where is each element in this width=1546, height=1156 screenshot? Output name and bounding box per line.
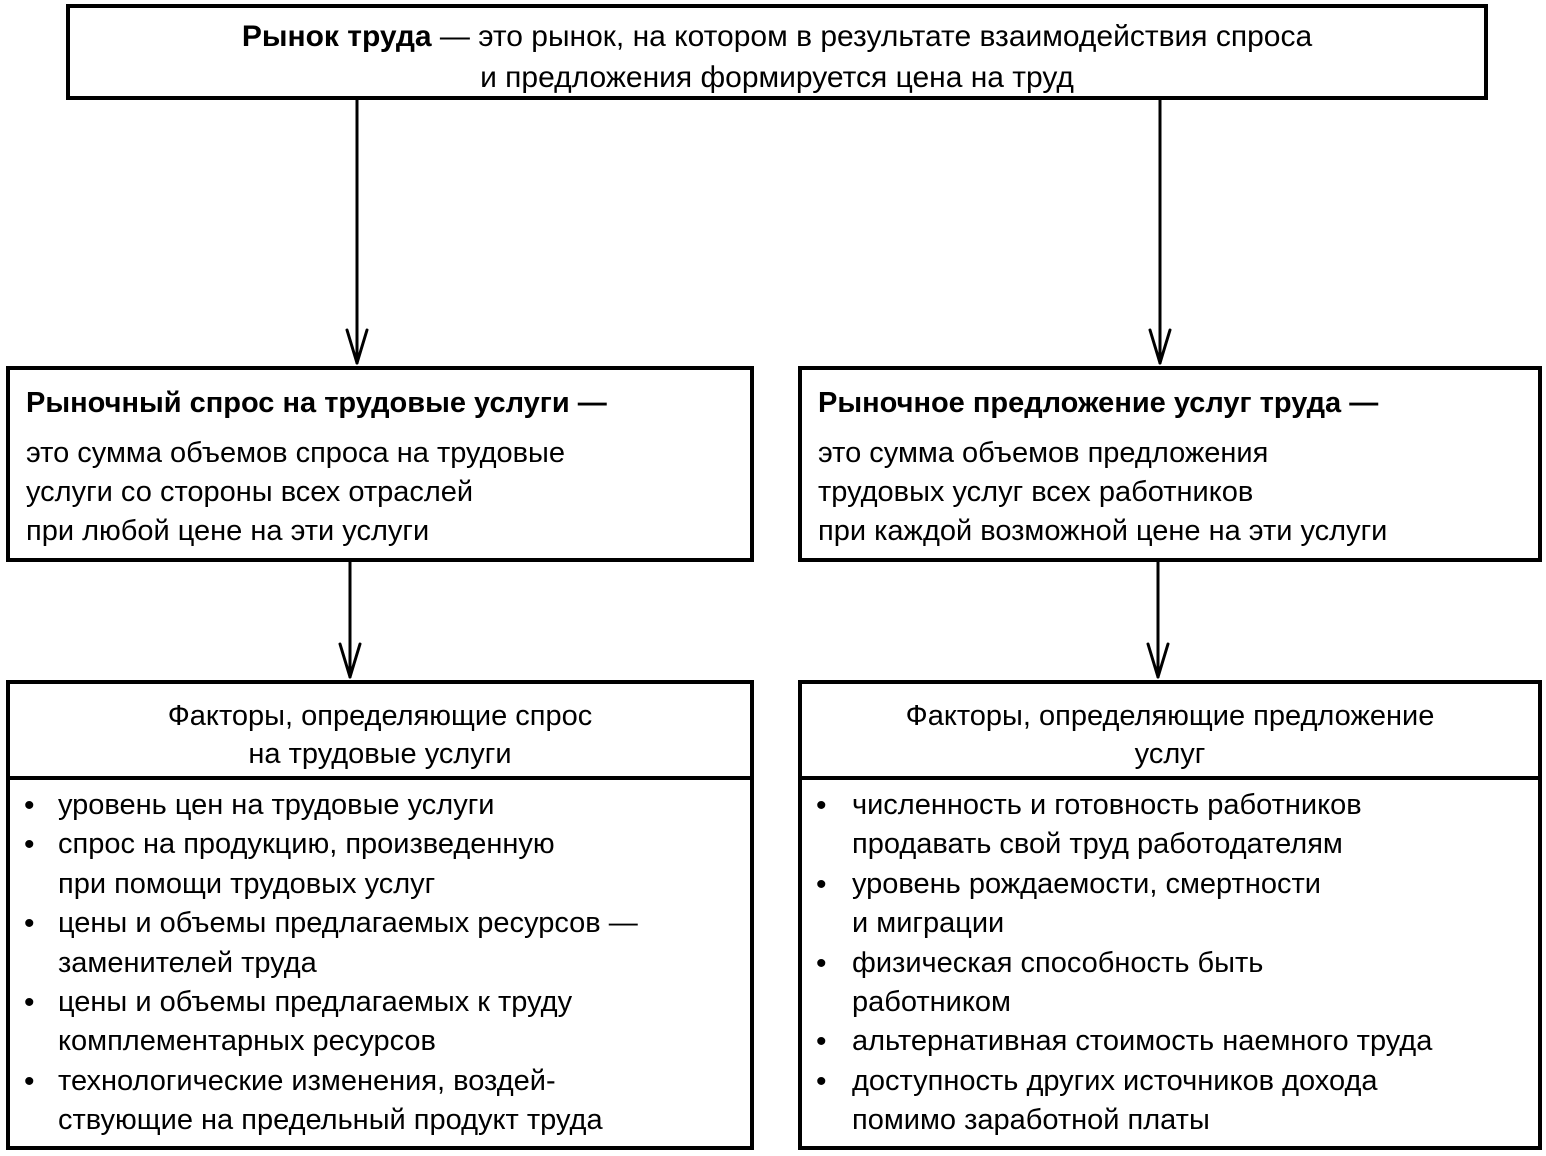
list-item bbox=[802, 1022, 1538, 1061]
demand-line: услуги со стороны всех отраслей bbox=[26, 476, 474, 508]
list-item-line: помимо заработной платы bbox=[852, 1104, 1210, 1137]
list-item-line: • физическая способность быть bbox=[852, 946, 1264, 979]
demand-factors-header-line: Факторы, определяющие спрос bbox=[167, 700, 593, 732]
supply-line: это сумма объемов предложения bbox=[818, 437, 1269, 469]
list-item-line: • численность и готовность работников bbox=[852, 789, 1362, 821]
list-item-line: комплементарных ресурсов bbox=[58, 1025, 436, 1058]
list-item bbox=[802, 865, 1538, 944]
demand-title: Рыночный спрос на трудовые услуги — bbox=[26, 387, 607, 419]
list-item-line: • уровень цен на трудовые услуги bbox=[58, 789, 495, 821]
demand-factors-list bbox=[10, 780, 750, 1141]
supply-definition-box bbox=[798, 366, 1542, 562]
list-item-line: и миграции bbox=[852, 907, 1005, 940]
demand-line: это сумма объемов спроса на трудовые bbox=[26, 437, 565, 469]
list-item bbox=[10, 904, 750, 983]
list-item-line: • доступность других источников дохода bbox=[852, 1064, 1378, 1097]
list-item-line: ствующие на предельный продукт труда bbox=[58, 1104, 603, 1137]
list-item-line: • цены и объемы предлагаемых к труду bbox=[58, 986, 573, 1019]
supply-factors-list bbox=[802, 780, 1538, 1141]
demand-factors-box bbox=[6, 680, 754, 1150]
demand-line: при любой цене на эти услуги bbox=[26, 515, 430, 547]
list-item-line: • альтернативная стоимость наемного труда bbox=[852, 1025, 1433, 1058]
supply-factors-header-line: Факторы, определяющие предложение bbox=[905, 700, 1435, 732]
demand-factors-header-line: на трудовые услуги bbox=[248, 738, 512, 770]
list-item bbox=[10, 825, 750, 904]
list-item-line: • уровень рождаемости, смертности bbox=[852, 867, 1321, 900]
list-item bbox=[802, 1062, 1538, 1141]
supply-factors-box bbox=[798, 680, 1542, 1150]
list-item-line: при помощи трудовых услуг bbox=[58, 867, 436, 900]
list-item-line: заменителей труда bbox=[58, 946, 317, 979]
list-item bbox=[10, 983, 750, 1062]
supply-line: при каждой возможной цене на эти услуги bbox=[818, 515, 1388, 547]
top-definition-text-2: и предложения формируется цена на труд bbox=[480, 61, 1074, 94]
list-item-line: • спрос на продукцию, произведенную bbox=[58, 828, 555, 861]
labor-market-term: Рынок труда bbox=[241, 20, 432, 53]
list-item-line: • цены и объемы предлагаемых ресурсов — bbox=[58, 907, 638, 940]
list-item bbox=[802, 944, 1538, 1023]
list-item-line: работником bbox=[852, 986, 1011, 1019]
list-item-line: • технологические изменения, воздей- bbox=[58, 1064, 556, 1097]
demand-definition-box bbox=[6, 366, 754, 562]
demand-factors-header bbox=[10, 684, 750, 780]
labor-market-definition-box bbox=[66, 4, 1488, 100]
supply-line: трудовых услуг всех работников bbox=[818, 476, 1254, 508]
supply-factors-header bbox=[802, 684, 1538, 780]
list-item bbox=[802, 786, 1538, 865]
top-definition-text-1: — это рынок, на котором в результате взаимодействия спроса bbox=[431, 20, 1313, 53]
top-definition-line-1 bbox=[70, 16, 1484, 57]
supply-factors-header-line: услуг bbox=[1134, 738, 1206, 770]
list-item bbox=[10, 1062, 750, 1141]
list-item-line: продавать свой труд работодателям bbox=[852, 828, 1343, 861]
list-item bbox=[10, 786, 750, 825]
supply-title: Рыночное предложение услуг труда — bbox=[818, 387, 1379, 419]
